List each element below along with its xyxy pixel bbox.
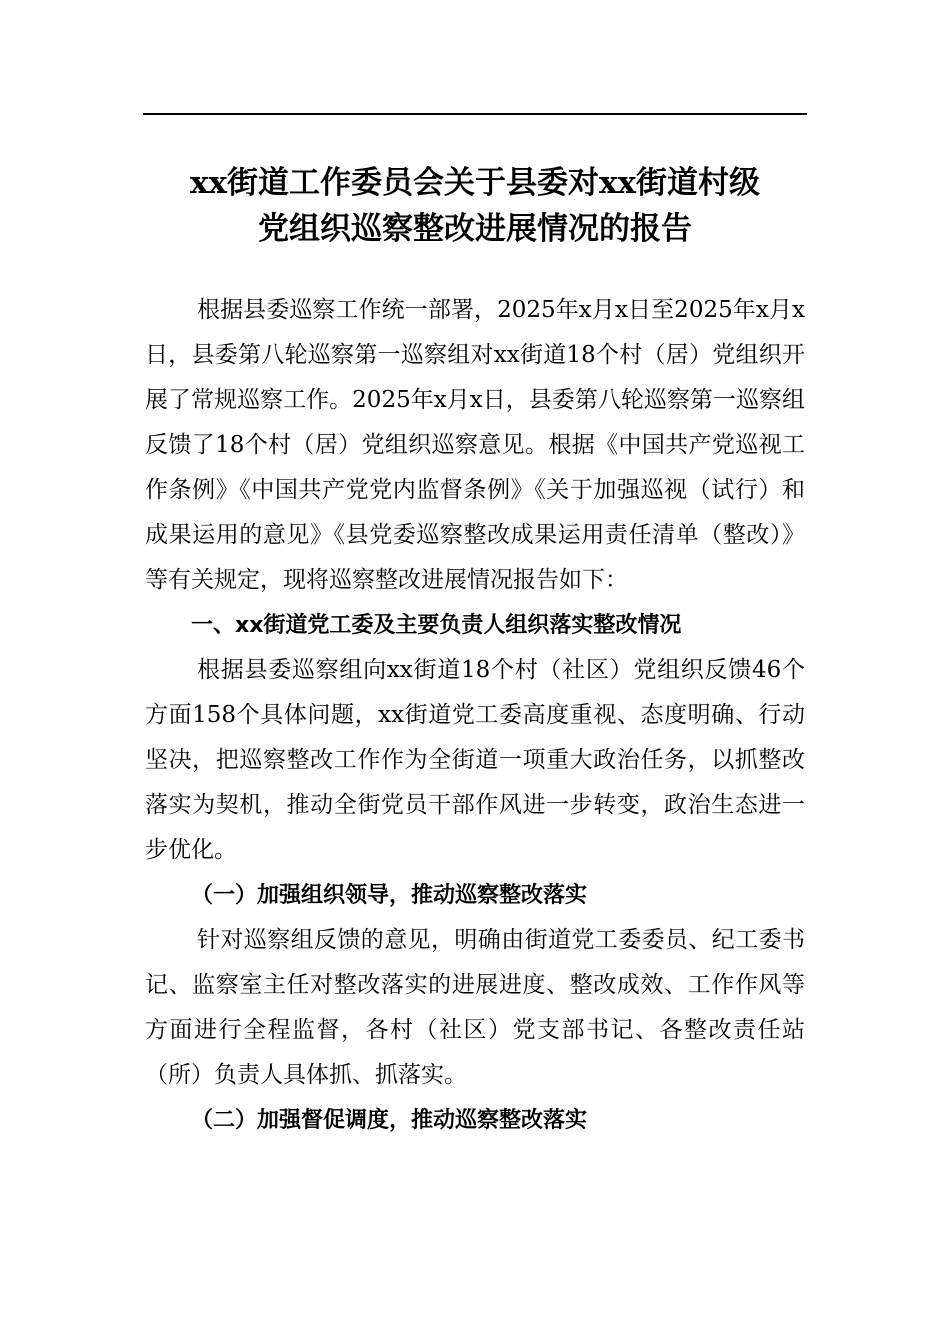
section-1-paragraph: 根据县委巡察组向xx街道18个村（社区）党组织反馈46个方面158个具体问题，xx街道党工委高度重视、态度明确、行动坚决，把巡察整改工作作为全街道一项重大政治任务，以抓整改落实为契机，推动全街党员干部作风进一步转变，政治生态进一步优化。 — [145, 657, 805, 863]
section-1-heading: 一、xx街道党工委及主要负责人组织落实整改情况 — [191, 613, 682, 638]
subsection-2-heading: （二）加强督促调度，推动巡察整改落实 — [191, 1107, 588, 1133]
intro-paragraph: 根据县委巡察工作统一部署，2025年x月x日至2025年x月x日，县委第八轮巡察第一巡察组对xx街道18个村（居）党组织开展了常规巡察工作。2025年x月x日，县委第八轮巡察第一巡察组反馈了18个村（居）党组织巡察意见。根据《中国共产党巡视工作条例》《中国共产党党内监督条例》《关于加强巡视（试行）和成果运用的意见》《县党委巡察整改成果运用责任清单（整改）》等有关规定，现将巡察整改进展情况报告如下： — [145, 297, 805, 593]
title-line-1: xx街道工作委员会关于县委对xx街道村级 — [190, 165, 760, 201]
document-title — [143, 160, 807, 252]
subsection-1-heading: （一）加强组织领导，推动巡察整改落实 — [191, 882, 588, 908]
document-body — [145, 288, 805, 1143]
subsection-1-paragraph: 针对巡察组反馈的意见，明确由街道党工委委员、纪工委书记、监察室主任对整改落实的进展进度、整改成效、工作作风等方面进行全程监督，各村（社区）党支部书记、各整改责任站（所）负责人具体抓、抓落实。 — [145, 927, 805, 1088]
header-rule — [143, 113, 807, 115]
title-line-2: 党组织巡察整改进展情况的报告 — [258, 211, 692, 247]
